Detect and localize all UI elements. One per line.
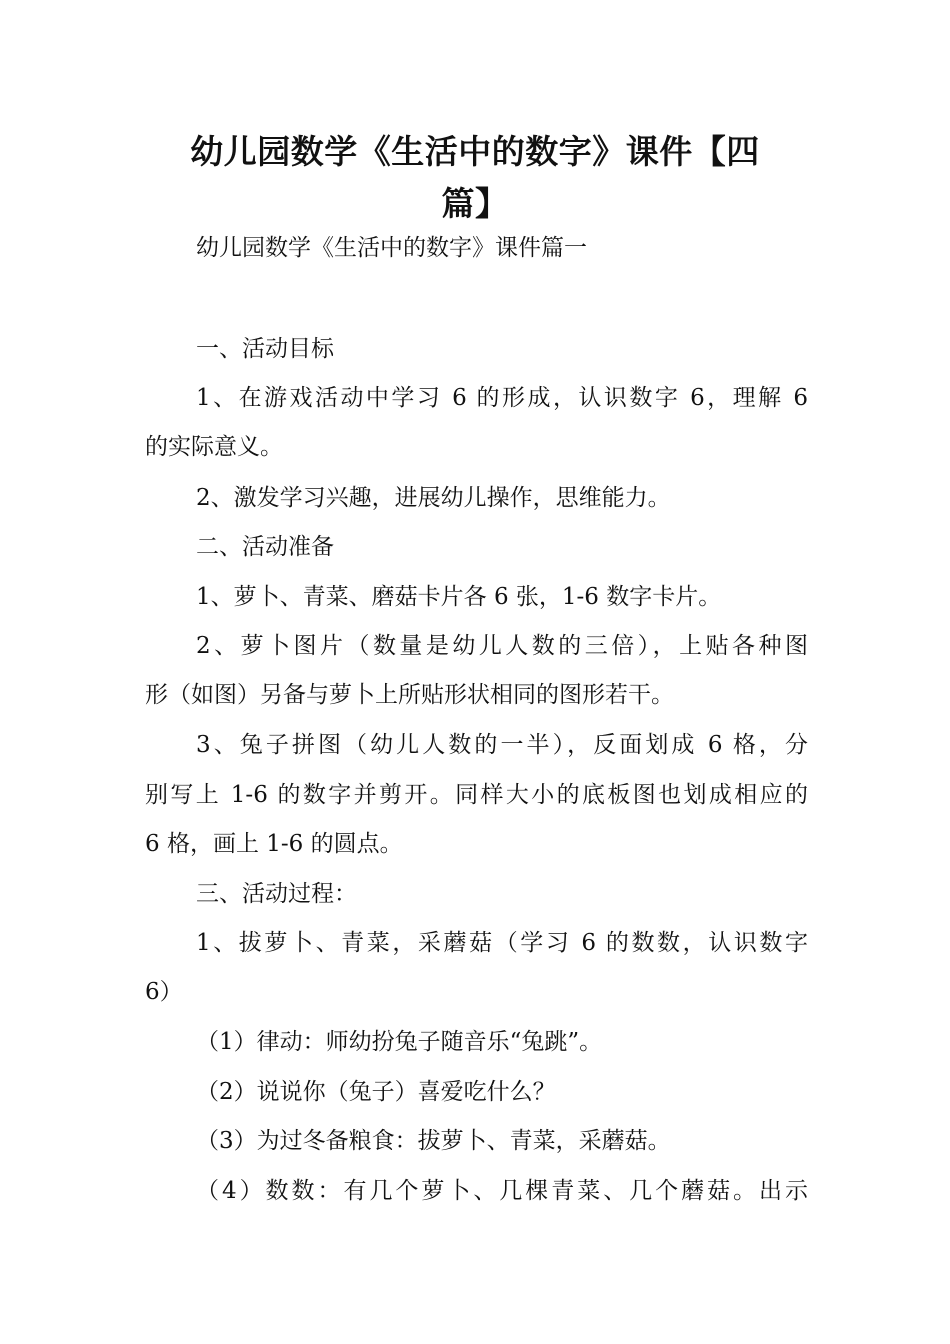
prep-1: 1、萝卜、青菜、磨菇卡片各 6 张，1-6 数字卡片。 (196, 584, 722, 610)
document-subtitle: 幼儿园数学《生活中的数字》课件篇一 (196, 235, 587, 261)
step-2: （2）说说你（兔子）喜爱吃什么？ (196, 1079, 556, 1105)
goal-2: 2、激发学习兴趣，进展幼儿操作，思维能力。 (196, 485, 671, 511)
section-heading-process: 三、活动过程： (196, 881, 357, 907)
section-heading-preparation: 二、活动准备 (196, 534, 334, 560)
prep-3-line-1: 3、兔子拼图（幼儿人数的一半），反面划成 6 格，分 (196, 732, 808, 758)
prep-3-line-2: 别写上 1-6 的数字并剪开。同样大小的底板图也划成相应的 (145, 782, 808, 808)
step-4: （4）数数：有几个萝卜、几棵青菜、几个蘑菇。出示 (196, 1178, 808, 1204)
prep-3-line-3: 6 格，画上 1-6 的圆点。 (145, 831, 403, 857)
step-3: （3）为过冬备粮食：拔萝卜、青菜，采蘑菇。 (196, 1128, 671, 1154)
process-1-line-2: 6） (145, 979, 183, 1005)
goal-1-line-1: 1、在游戏活动中学习 6 的形成，认识数字 6，理解 6 (196, 385, 808, 411)
prep-2-line-2: 形（如图）另备与萝卜上所贴形状相同的图形若干。 (145, 682, 674, 708)
document-title-line-2: 篇】 (441, 184, 509, 223)
section-heading-goals: 一、活动目标 (196, 336, 334, 362)
process-1-line-1: 1、拔萝卜、青菜，采蘑菇（学习 6 的数数，认识数字 (196, 930, 808, 956)
goal-1-line-2: 的实际意义。 (145, 434, 283, 460)
prep-2-line-1: 2、萝卜图片（数量是幼儿人数的三倍），上贴各种图 (196, 633, 808, 659)
document-title-line-1: 幼儿园数学《生活中的数字》课件【四 (190, 132, 760, 171)
step-1: （1）律动：师幼扮兔子随音乐“兔跳”。 (196, 1029, 603, 1055)
